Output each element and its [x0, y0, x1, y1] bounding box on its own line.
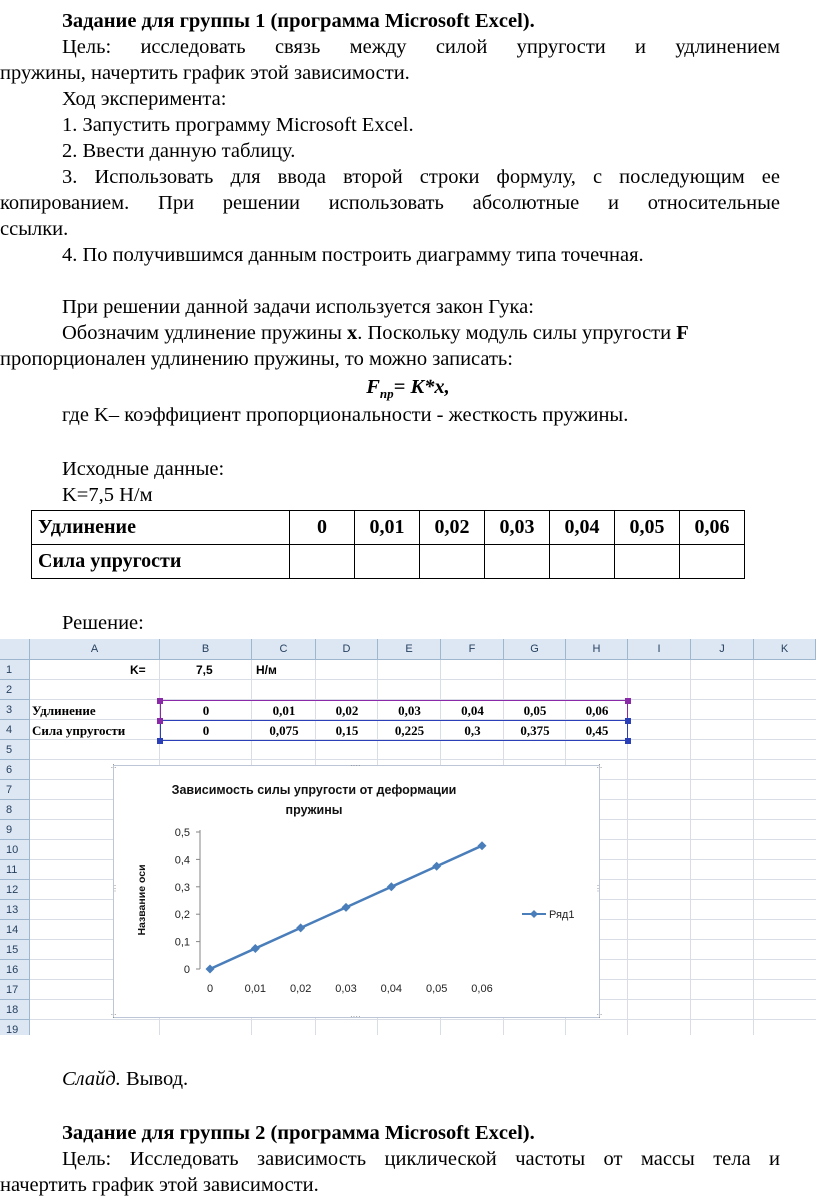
table-cell [290, 545, 355, 579]
y-tick-label: 0,1 [174, 936, 190, 949]
data-point [342, 903, 351, 912]
resize-handle-left[interactable]: ⋮ [111, 884, 119, 893]
select-all-corner[interactable] [0, 639, 30, 660]
table-cell [680, 545, 745, 579]
resize-handle-top[interactable]: ···· [350, 761, 361, 770]
resize-handle-corner[interactable]: ∴ [111, 762, 117, 771]
table-cell [355, 545, 420, 579]
resize-handle-bottom[interactable]: ···· [350, 1012, 361, 1021]
row-header[interactable]: 11 [0, 860, 30, 880]
column-header-a[interactable]: A [30, 639, 160, 660]
formula: $F_{пр}= K*x$, [366, 376, 450, 402]
row-header[interactable]: 13 [0, 900, 30, 920]
grid-line [30, 759, 816, 760]
y-tick-label: 0,2 [174, 909, 190, 922]
cell-value[interactable]: 0,02 [335, 703, 359, 718]
cell-k-unit[interactable]: Н/м [256, 663, 277, 677]
cell-value[interactable]: 0,01 [272, 703, 296, 718]
row-header[interactable]: 3 [0, 700, 30, 720]
row-header[interactable]: 19 [0, 1020, 30, 1035]
notation-line-2: пропорционален удлинению пружины, то можно записать: [0, 348, 513, 370]
row-header[interactable]: 16 [0, 960, 30, 980]
cell-value[interactable]: 0,03 [398, 703, 421, 718]
cell-value[interactable]: 0,225 [394, 723, 425, 738]
row-header[interactable]: 12 [0, 880, 30, 900]
table-row [32, 511, 745, 545]
row-header[interactable]: 14 [0, 920, 30, 940]
table-cell: 0,02 [420, 511, 485, 545]
cell-row3-label[interactable]: Удлинение [32, 703, 96, 718]
row-header[interactable]: 10 [0, 840, 30, 860]
step-3-line-1: 3. Использовать для ввода второй строки формулу, с последующим ее [62, 166, 780, 188]
resize-handle-corner[interactable]: ∵ [111, 1012, 117, 1021]
column-header-k[interactable]: K [754, 639, 816, 660]
goal2-line-1: Цель: Исследовать зависимость циклической частоты от массы тела и [62, 1148, 780, 1170]
x-tick-label: 0,06 [471, 983, 493, 995]
data-point [251, 944, 260, 953]
data-point [387, 882, 396, 891]
cell-value[interactable]: 0,075 [269, 723, 299, 738]
hooke-intro: При решении данной задачи используется закон Гука: [62, 296, 534, 318]
cell-value[interactable]: 0 [202, 703, 210, 718]
cell-k-label[interactable]: K= [130, 663, 146, 677]
cell-value[interactable]: 0,05 [523, 703, 547, 718]
goal2-line-2: начертить график этой зависимости. [0, 1174, 319, 1196]
grid-line [30, 679, 816, 680]
where-text: где K– коэффициент пропорциональности - жесткость пружины. [62, 404, 629, 426]
row-header[interactable]: 1 [0, 660, 30, 680]
table-cell: 0,05 [615, 511, 680, 545]
table-cell [485, 545, 550, 579]
input-data-heading: Исходные данные: [62, 458, 225, 480]
column-header-g[interactable]: G [504, 639, 566, 660]
solution-heading: Решение: [62, 612, 144, 634]
goal-line-1: Цель: исследовать связь между силой упругости и удлинением [62, 36, 780, 58]
row-header[interactable]: 6 [0, 760, 30, 780]
table-cell: 0,03 [485, 511, 550, 545]
grid-line [690, 660, 691, 1035]
table-cell: 0,06 [680, 511, 745, 545]
x-tick-label: 0 [206, 983, 214, 995]
chart-svg [114, 766, 599, 1017]
step-3-line-2: копированием. При решении использовать абсолютные и относительные [0, 192, 780, 214]
row-header[interactable]: 17 [0, 980, 30, 1000]
goal-line-2: пружины, начертить график этой зависимости. [0, 62, 410, 84]
table-cell [615, 545, 680, 579]
cell-value[interactable]: 0,375 [520, 723, 550, 738]
x-tick-label: 0,04 [380, 983, 403, 995]
chart-area[interactable] [111, 761, 602, 1021]
step-4: 4. По получившимся данным построить диаграмму типа точечная. [62, 244, 644, 266]
row-header[interactable]: 2 [0, 680, 30, 700]
cell-value[interactable]: 0 [202, 723, 210, 738]
source-data-table [31, 510, 745, 579]
table-row-header: Удлинение [32, 511, 290, 545]
column-header-h[interactable]: H [566, 639, 628, 660]
legend [522, 909, 574, 921]
step-3-line-3: ссылки. [0, 218, 69, 240]
y-tick-label: 0,3 [174, 881, 190, 894]
table-cell: 0,04 [550, 511, 615, 545]
y-tick-label: 0,4 [174, 854, 190, 867]
column-header-d[interactable]: D [316, 639, 378, 660]
table-cell [420, 545, 485, 579]
legend-entry: Ряд1 [549, 909, 575, 921]
data-point [432, 862, 441, 871]
chart-title-line-2: пружины [285, 803, 343, 817]
y-tick-label: 0,5 [174, 827, 190, 839]
step-2: 2. Ввести данную таблицу. [62, 140, 296, 162]
column-header-b[interactable]: B [160, 639, 252, 660]
table-cell: 0,01 [355, 511, 420, 545]
row-header[interactable]: 15 [0, 940, 30, 960]
cell-value[interactable]: 0,04 [461, 703, 484, 718]
task1-title: Задание для группы 1 (программа Microsoft Excel). [62, 10, 535, 32]
step-1: 1. Запустить программу Microsoft Excel. [62, 114, 414, 136]
column-header-c[interactable]: C [252, 639, 316, 660]
data-point [478, 841, 487, 850]
excel-screenshot [0, 639, 816, 1035]
chart-title-line-1: Зависимость силы упругости от деформации [171, 783, 457, 797]
task2-title: Задание для группы 2 (программа Microsoft Excel). [62, 1122, 535, 1144]
column-header-f[interactable]: F [441, 639, 504, 660]
y-tick-label: 0 [183, 964, 190, 976]
x-tick-label: 0,01 [244, 983, 267, 995]
resize-handle-corner[interactable]: ∴ [596, 762, 602, 771]
column-header-e[interactable]: E [378, 639, 441, 660]
table-cell [550, 545, 615, 579]
resize-handle-corner[interactable]: ∵ [596, 1012, 602, 1021]
y-axis-title: Название оси [136, 864, 148, 936]
row-header[interactable]: 4 [0, 720, 30, 740]
x-tick-label: 0,05 [425, 983, 448, 995]
table-row-header: Сила упругости [32, 545, 290, 579]
row-header[interactable]: 8 [0, 800, 30, 820]
grid-line [753, 660, 754, 1035]
cell-k-value[interactable]: 7,5 [196, 663, 213, 677]
data-point [296, 923, 305, 932]
row-header[interactable]: 5 [0, 740, 30, 760]
notation-line-1: Обозначим удлинение пружины x. Поскольку модуль силы упругости F [62, 322, 689, 344]
legend-marker [530, 910, 538, 918]
resize-handle-right[interactable]: ⋮ [594, 884, 602, 893]
row-header[interactable]: 7 [0, 780, 30, 800]
column-header-j[interactable]: J [691, 639, 754, 660]
grid-line [30, 1019, 816, 1020]
data-point [206, 965, 215, 974]
cell-value[interactable]: 0,45 [585, 723, 609, 738]
cell-value[interactable]: 0,3 [464, 723, 481, 738]
table-cell: 0 [290, 511, 355, 545]
x-tick-label: 0,02 [289, 983, 312, 995]
row-header[interactable]: 9 [0, 820, 30, 840]
plot-area [175, 827, 493, 995]
cell-value[interactable]: 0,06 [585, 703, 609, 718]
slide-conclusion: Слайд. Вывод. [62, 1068, 189, 1090]
cell-value[interactable]: 0,15 [335, 723, 359, 738]
table-row [32, 545, 745, 579]
k-value: K=7,5 Н/м [62, 484, 153, 506]
cell-row4-label[interactable]: Сила упругости [32, 723, 126, 738]
x-tick-label: 0,03 [335, 983, 357, 995]
procedure-heading: Ход эксперимента: [62, 88, 227, 110]
row-header[interactable]: 18 [0, 1000, 30, 1020]
column-header-i[interactable]: I [628, 639, 691, 660]
